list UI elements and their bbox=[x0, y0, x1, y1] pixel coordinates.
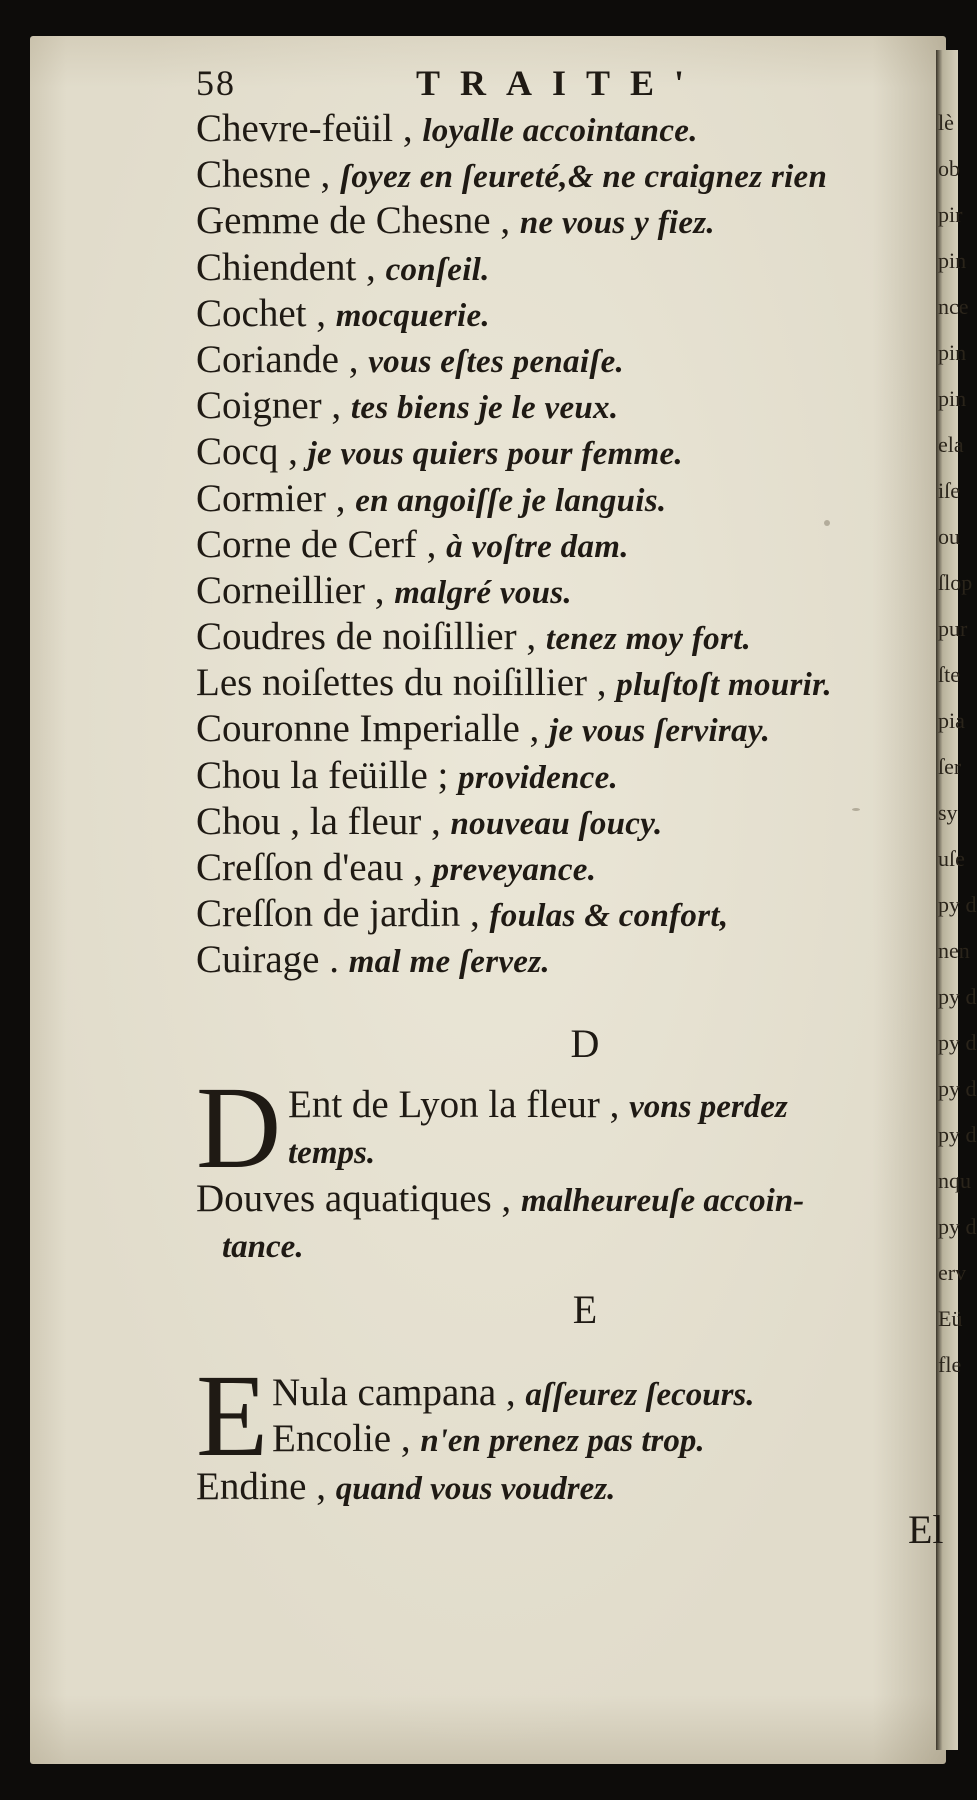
facing-page-fragment: sy bbox=[938, 800, 958, 825]
facing-page-fragment: ou bbox=[938, 524, 960, 549]
entry-plant: Nula campana , bbox=[272, 1371, 516, 1414]
entry-plant: Coudres de noiſillier , bbox=[196, 615, 537, 659]
entry-dent-de-lyon bbox=[288, 1082, 788, 1130]
entry-plant: Chevre-feüil , bbox=[196, 107, 413, 150]
list-item bbox=[196, 614, 956, 660]
entry-plant: Chesne , bbox=[196, 153, 331, 197]
list-item bbox=[196, 429, 956, 475]
facing-page-fragment: lè bbox=[938, 110, 954, 135]
entry-plant: Ent de Lyon la fleur , bbox=[288, 1083, 620, 1126]
entry-meaning: malheureuſe accoin- bbox=[520, 1183, 805, 1219]
entry-meaning: vous eſtes penaiſe. bbox=[368, 343, 625, 380]
entry-plant: Couronne Imperialle , bbox=[196, 707, 540, 751]
entry-plant: Les noiſettes du noiſillier , bbox=[196, 661, 607, 705]
drop-cap-d: D bbox=[196, 1062, 282, 1193]
entry-meaning: vons perdez bbox=[629, 1089, 788, 1125]
running-header bbox=[196, 62, 756, 112]
entry-plant: Corneillier , bbox=[196, 568, 385, 612]
list-item bbox=[196, 522, 956, 568]
page-number: 58 bbox=[196, 63, 236, 103]
facing-page-fragment: iſe bbox=[938, 478, 960, 503]
list-item bbox=[196, 706, 956, 752]
list-item bbox=[196, 937, 956, 983]
list-item bbox=[196, 106, 956, 152]
list-item bbox=[196, 152, 956, 198]
entry-meaning: pluſtoſt mourir. bbox=[616, 667, 832, 704]
facing-page-fragment: py d bbox=[938, 1214, 977, 1239]
entry-meaning: conſeil. bbox=[385, 251, 490, 288]
list-item bbox=[196, 245, 956, 291]
entry-meaning: nouveau ſoucy. bbox=[450, 805, 663, 842]
facing-page-fragment: pin bbox=[938, 386, 967, 411]
list-item bbox=[196, 891, 956, 937]
list-item bbox=[196, 660, 956, 706]
entry-meaning: foulas & confort, bbox=[489, 898, 729, 935]
entry-meaning: à voſtre dam. bbox=[446, 528, 629, 565]
list-item bbox=[196, 799, 956, 845]
running-title: TRAITE' bbox=[416, 63, 705, 103]
facing-page-fragment: Eü bbox=[938, 1306, 963, 1331]
entry-encolie bbox=[272, 1416, 705, 1464]
entry-meaning: je vous quiers pour femme. bbox=[307, 436, 683, 473]
entry-plant: Endine , bbox=[196, 1465, 326, 1508]
entry-meaning: en angoiſſe je languis. bbox=[355, 482, 667, 519]
entry-plant: Cuirage . bbox=[196, 938, 339, 982]
facing-page-fragment: fle bbox=[938, 1352, 962, 1377]
entry-plant: Creſſon d'eau , bbox=[196, 846, 423, 889]
entry-plant: Cormier , bbox=[196, 476, 346, 520]
ink-speck bbox=[824, 520, 830, 526]
section-letter-e: E bbox=[572, 1287, 598, 1332]
entry-plant: Chou , la fleur , bbox=[196, 799, 441, 843]
entry-meaning: quand vous voudrez. bbox=[335, 1471, 616, 1507]
list-item bbox=[196, 845, 956, 891]
list-item bbox=[196, 291, 956, 337]
entry-meaning-cont: temps. bbox=[288, 1135, 376, 1171]
facing-page-fragment: py d bbox=[938, 892, 977, 917]
list-item bbox=[196, 753, 956, 799]
entry-plant: Coigner , bbox=[196, 384, 342, 428]
ink-speck bbox=[852, 808, 860, 811]
facing-page-fragment: ſlop bbox=[938, 570, 973, 595]
facing-page-fragment: pir bbox=[938, 202, 963, 227]
entry-meaning: ſoyez en ſeureté,& ne craignez rien bbox=[340, 159, 828, 196]
entry-plant: Cochet , bbox=[196, 291, 326, 335]
facing-page-fragment: py d bbox=[938, 984, 977, 1009]
entry-enula-campana bbox=[272, 1370, 755, 1418]
entry-meaning: tenez moy fort. bbox=[545, 621, 752, 658]
entry-plant: Coriande , bbox=[196, 337, 359, 381]
facing-page-fragment: py d bbox=[938, 1030, 977, 1055]
facing-page-fragment: ob bbox=[938, 156, 960, 181]
facing-page-fragment: ela bbox=[938, 432, 964, 457]
entry-meaning: aſſeurez ſecours. bbox=[525, 1377, 755, 1413]
catchword: El bbox=[908, 1507, 944, 1552]
facing-page-fragment: nen bbox=[938, 938, 970, 963]
entry-douves-aquatiques bbox=[196, 1176, 804, 1224]
entry-plant: Corne de Cerf , bbox=[196, 522, 437, 566]
list-item bbox=[196, 383, 956, 429]
entry-meaning: loyalle accointance. bbox=[422, 113, 698, 149]
facing-page-fragment: pin bbox=[938, 340, 967, 365]
entry-dent-de-lyon-cont bbox=[288, 1128, 375, 1176]
facing-page-fragment: nce bbox=[938, 294, 969, 319]
entry-meaning: mal me ſervez. bbox=[348, 944, 550, 981]
entry-meaning: ne vous y fiez. bbox=[519, 205, 715, 242]
drop-cap-e: E bbox=[196, 1350, 269, 1481]
entry-plant: Chou la feüille ; bbox=[196, 753, 449, 797]
entry-plant: Creſſon de jardin , bbox=[196, 892, 480, 936]
facing-page-fragment: py d bbox=[938, 1076, 977, 1101]
entry-meaning: tes biens je le veux. bbox=[350, 390, 619, 427]
entry-meaning: n'en prenez pas trop. bbox=[420, 1423, 705, 1459]
facing-page-fragment: ſte bbox=[938, 662, 960, 687]
facing-page-fragment: erv bbox=[938, 1260, 967, 1285]
list-item bbox=[196, 198, 956, 244]
facing-page-fragment: pur bbox=[938, 616, 968, 641]
entry-plant: Douves aquatiques , bbox=[196, 1177, 512, 1220]
facing-page-fragment: pin bbox=[938, 248, 967, 273]
list-item bbox=[196, 568, 956, 614]
list-item bbox=[196, 337, 956, 383]
entry-meaning: mocquerie. bbox=[335, 297, 490, 334]
entry-douves-aquatiques-cont bbox=[222, 1222, 304, 1270]
entries-list-c bbox=[196, 106, 956, 984]
facing-page-fragment: uſe bbox=[938, 846, 965, 871]
entry-plant: Chiendent , bbox=[196, 245, 376, 289]
entry-plant: Cocq , bbox=[196, 430, 298, 474]
entry-meaning: providence. bbox=[458, 759, 619, 796]
facing-page-fragment: nqu bbox=[938, 1168, 971, 1193]
section-letter-d: D bbox=[570, 1021, 600, 1066]
list-item bbox=[196, 476, 956, 522]
facing-page-fragment: py d bbox=[938, 1122, 977, 1147]
facing-page-fragment: pia bbox=[938, 708, 965, 733]
entry-plant: Gemme de Chesne , bbox=[196, 199, 511, 243]
entry-endine bbox=[196, 1464, 615, 1512]
facing-page-fragment: ſer bbox=[938, 754, 962, 779]
entry-meaning-cont: tance. bbox=[222, 1229, 304, 1265]
entry-meaning: je vous ſerviray. bbox=[549, 713, 771, 750]
entry-meaning: malgré vous. bbox=[394, 574, 572, 611]
entry-meaning: preveyance. bbox=[432, 852, 597, 888]
entry-plant: Encolie , bbox=[272, 1417, 411, 1460]
